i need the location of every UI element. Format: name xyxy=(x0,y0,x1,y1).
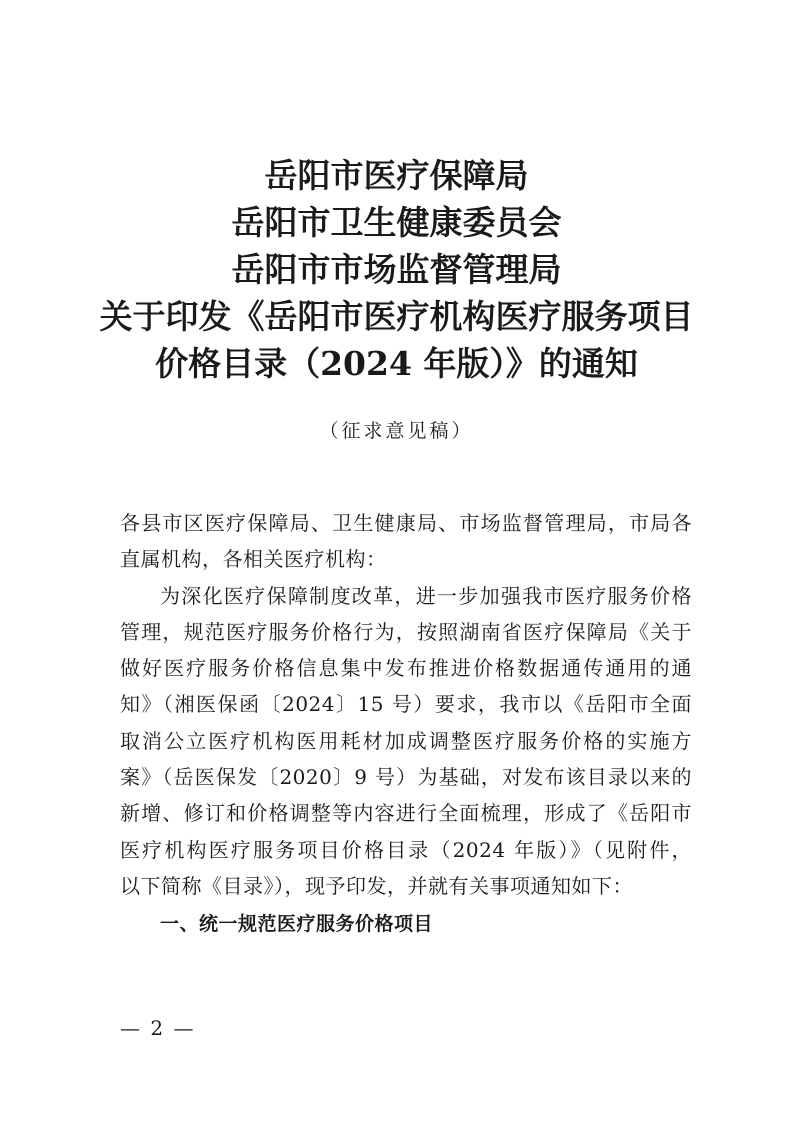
title-line-1: 岳阳市医疗保障局 xyxy=(264,156,529,195)
section-heading: 一、统一规范医疗服务价格项目 xyxy=(160,913,434,936)
title-line-5: 价格目录（2024 年版）》的通知 xyxy=(155,344,638,383)
paragraph-line: 做好医疗服务价格信息集中发布推进价格数据通传通用的通 xyxy=(120,656,692,681)
title-line-3: 岳阳市市场监督管理局 xyxy=(231,250,562,289)
paragraph-line: 管理，规范医疗服务价格行为，按照湖南省医疗保障局《关于 xyxy=(120,619,692,644)
paragraph-line: 取消公立医疗机构医用耗材加成调整医疗服务价格的实施方 xyxy=(120,728,692,753)
addressee-line-2: 直属机构，各相关医疗机构： xyxy=(120,547,387,572)
title-line-4: 关于印发《岳阳市医疗机构医疗服务项目 xyxy=(99,297,694,336)
page-number: — 2 — xyxy=(120,1016,196,1040)
draft-label: （征求意见稿） xyxy=(319,420,474,442)
paragraph-line: 以下简称《目录》），现予印发，并就有关事项通知如下： xyxy=(120,873,633,898)
paragraph-line: 知》（湘医保函〔2024〕15 号）要求，我市以《岳阳市全面 xyxy=(120,692,692,717)
title-line-2: 岳阳市卫生健康委员会 xyxy=(231,203,562,242)
notice-title xyxy=(0,152,793,387)
paragraph-line: 新增、修订和价格调整等内容进行全面梳理，形成了《岳阳市 xyxy=(120,801,692,826)
paragraph-line: 案》（岳医保发〔2020〕9 号）为基础，对发布该目录以来的 xyxy=(120,765,692,790)
paragraph-line: 医疗机构医疗服务项目价格目录（2024 年版）》（见附件， xyxy=(120,837,692,862)
notice-body xyxy=(120,505,692,943)
paragraph-line: 为深化医疗保障制度改革，进一步加强我市医疗服务价格 xyxy=(160,583,692,608)
addressee-line-1: 各县市区医疗保障局、卫生健康局、市场监督管理局，市局各 xyxy=(120,511,692,535)
